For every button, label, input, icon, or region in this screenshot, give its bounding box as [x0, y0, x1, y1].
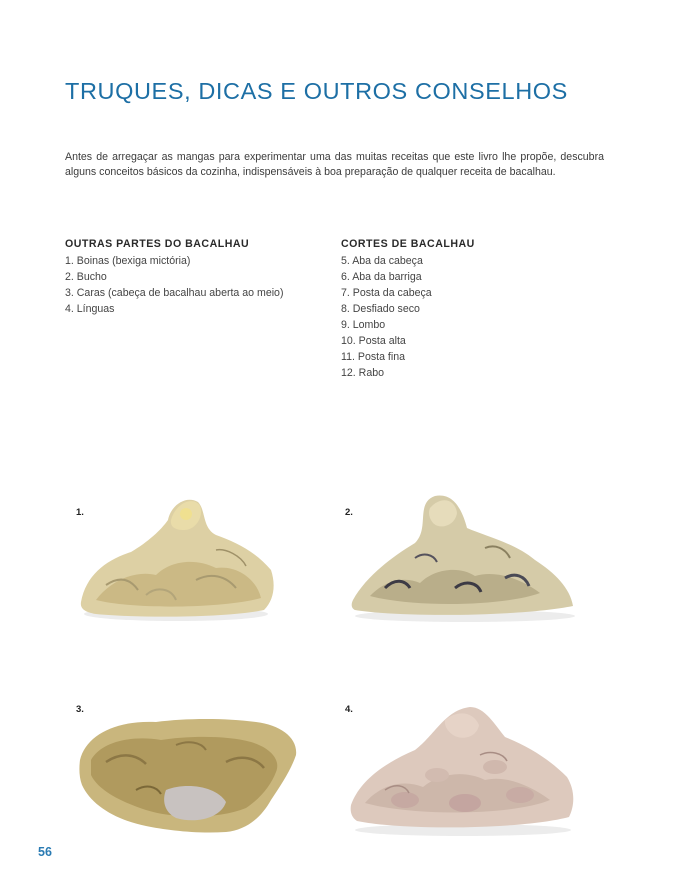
photo-boinas [76, 490, 286, 630]
list-item: 6. Aba da barriga [341, 271, 422, 283]
cuts-heading: CORTES DE BACALHAU [341, 238, 475, 250]
list-item: 9. Lombo [341, 319, 386, 331]
list-item: 2. Bucho [65, 271, 107, 283]
cuts-section [341, 238, 475, 381]
list-item: 7. Posta da cabeça [341, 287, 432, 299]
photo-bucho [345, 488, 577, 628]
photo-number: 3. [76, 704, 84, 715]
other-parts-section [65, 238, 283, 317]
photo-number: 4. [345, 704, 353, 715]
list-item: 3. Caras (cabeça de bacalhau aberta ao meio) [65, 287, 284, 299]
photo-caras [76, 690, 302, 840]
linguas-image [345, 695, 577, 840]
cuts-list [341, 253, 475, 381]
intro-paragraph: Antes de arregaçar as mangas para experimentar uma das muitas receitas que este livro lhe propõe, descubra alguns conceitos básicos da cozinha, indispensáveis à boa preparação de qualquer receita de bacalhau. [65, 151, 604, 178]
list-item: 12. Rabo [341, 367, 384, 379]
page-title: TRUQUES, DICAS E OUTROS CONSELHOS [65, 78, 568, 104]
list-item: 4. Línguas [65, 303, 115, 315]
list-item: 1. Boinas (bexiga mictória) [65, 255, 191, 267]
bucho-image [345, 488, 577, 628]
photo-number: 1. [76, 507, 84, 518]
list-item: 11. Posta fina [341, 351, 405, 363]
boinas-image [76, 490, 286, 630]
list-item: 10. Posta alta [341, 335, 406, 347]
caras-image [76, 690, 302, 840]
list-item: 5. Aba da cabeça [341, 255, 423, 267]
list-item: 8. Desfiado seco [341, 303, 420, 315]
photo-linguas [345, 695, 577, 840]
page-number: 56 [38, 845, 52, 859]
other-parts-list [65, 253, 283, 317]
photo-number: 2. [345, 507, 353, 518]
other-parts-heading: OUTRAS PARTES DO BACALHAU [65, 238, 250, 250]
